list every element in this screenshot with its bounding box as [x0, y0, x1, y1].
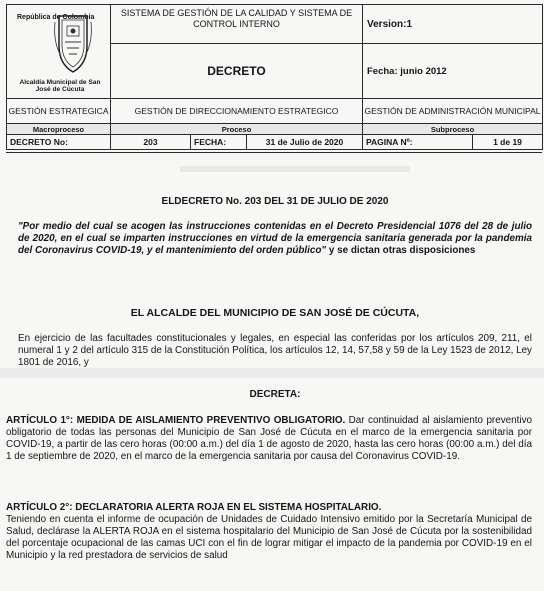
- subproceso-label: Subproceso: [363, 124, 543, 135]
- pagina-value: 1 de 19: [473, 135, 543, 150]
- system-title: SISTEMA DE GESTIÓN DE LA CALIDAD Y SISTEMA DE CONTROL INTERNO: [111, 5, 363, 44]
- decreto-no-label: DECRETO No:: [7, 135, 111, 150]
- decree-title: ELDECRETO No. 203 DEL 31 DE JULIO DE 2020: [161, 196, 389, 207]
- municipality-label: Alcaldía Municipal de San José de Cúcuta: [19, 79, 101, 93]
- decree-meta-row: [6, 134, 543, 150]
- article-1-heading: ARTÍCULO 1°: MEDIDA DE AISLAMIENTO PREVENTIVO OBLIGATORIO.: [6, 415, 346, 426]
- article-1-text: Dar continuidad al aislamiento preventivo obligatorio de todas las personas del Municipio de San José de Cúcuta en el marco de la emergencia sanitaria por COVID-19, a partir de las cero horas (00:00 a.m.) del día 1 de agosto de 2020, hasta las cero horas (00:00 a.m.) del día 1 de septiembre de 2020, en el marco de la emergencia sanitaria por causa del Coronavirus COVID-19.: [6, 415, 533, 462]
- proceso-value: GESTIÓN DE DIRECCIONAMIENTO ESTRATEGICO: [111, 99, 363, 124]
- macroproceso-label: Macroproceso: [7, 124, 111, 135]
- fecha-label: FECHA:: [191, 135, 247, 150]
- article-2-text: Teniendo en cuenta el informe de ocupación de Unidades de Cuidado Intensivo emitido por la Secretaría Municipal de Salud, declárase la ALERTA ROJA en el sistema hospitalario del Municipio de San José de Cúcuta por la sostenibilidad del porcentaje ocupacional de las camas UCI con el fin de lograr mitigar el impacto de la pandemia por COVID-19 en el Municipio y la red prestadora de servicios de salud: [6, 514, 532, 561]
- fecha-value: 31 de Julio de 2020: [247, 135, 363, 150]
- decreta-heading: DECRETA:: [249, 389, 301, 400]
- country-label: República de Colombia: [17, 14, 95, 21]
- proceso-label: Proceso: [111, 124, 363, 135]
- document-type: DECRETO: [111, 44, 363, 99]
- subproceso-value: GESTIÓN DE ADMINISTRACIÓN MUNICIPAL: [363, 99, 543, 124]
- document-header: [6, 4, 543, 135]
- scan-seam: [0, 368, 544, 378]
- revision-date: Fecha: junio 2012: [363, 44, 543, 99]
- macroproceso-value: GESTIÓN ESTRATEGICA: [7, 99, 111, 124]
- decree-subject-tail: y se dictan otras disposiciones: [326, 245, 476, 256]
- decreto-no-value: 203: [111, 135, 191, 150]
- decree-subject: [18, 221, 532, 257]
- coat-of-arms-icon: [53, 12, 93, 76]
- article-2-heading: ARTÍCULO 2°: DECLARATORIA ALERTA ROJA EN EL SISTEMA HOSPITALARIO.: [6, 502, 382, 513]
- header-bottom-rule: [6, 152, 542, 153]
- article-2: [6, 502, 532, 562]
- mayor-heading: EL ALCALDE DEL MUNICIPIO DE SAN JOSÉ DE CÚCUTA,: [130, 307, 420, 319]
- powers-paragraph: En ejercicio de las facultades constitucionales y legales, en especial las conferidas por los artículos 209, 211, el numeral 1 y 2 del artículo 315 de la Constitución Política, los artículos 12, 14, 57,58 y 59 de la Ley 1523 de 2012, Ley 1801 de 2016, y: [18, 333, 532, 368]
- logo-cell: [7, 5, 111, 99]
- article-1: [6, 415, 532, 463]
- version-label: Version:1: [363, 5, 543, 44]
- pagina-label: PAGINA Nº:: [363, 135, 473, 150]
- scan-artifact: [180, 166, 410, 172]
- decree-subject-italic: "Por medio del cual se acogen las instrucciones contenidas en el Decreto Presidencial 1076 del 28 de julio de 2020, en el cual se imparten instrucciones en virtud de la emergencia sanitaria generada por la pandemia del Coronavirus COVID-19, y el mantenimiento del orden público": [18, 221, 532, 256]
